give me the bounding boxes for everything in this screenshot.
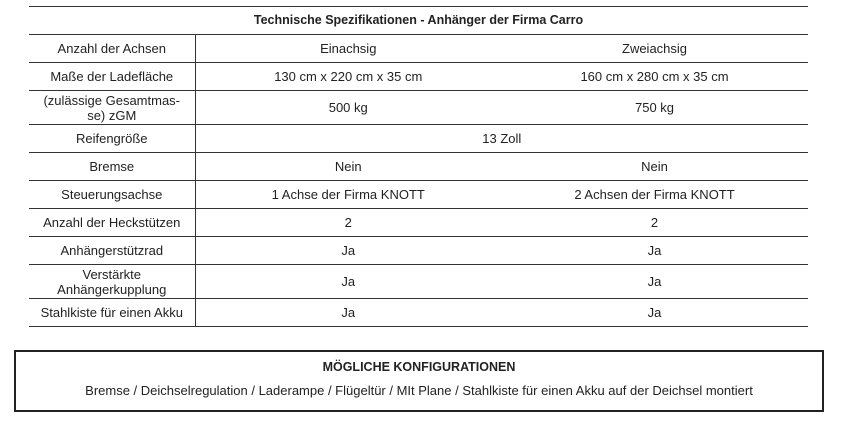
value-single-axle: 500 kg — [195, 91, 501, 125]
table-row — [29, 209, 808, 237]
table-row — [29, 35, 808, 63]
configurations-box — [14, 350, 824, 412]
value-double-axle: Ja — [501, 265, 808, 299]
row-label: Steuerungsachse — [29, 181, 195, 209]
table-row — [29, 265, 808, 299]
row-label: Verstärkte Anhängerkupplung — [29, 265, 195, 299]
value-single-axle: Einachsig — [195, 35, 501, 63]
value-single-axle: Nein — [195, 153, 501, 181]
table-row — [29, 91, 808, 125]
row-label: Anhängerstützrad — [29, 237, 195, 265]
table-row — [29, 237, 808, 265]
table-row — [29, 181, 808, 209]
table-row — [29, 299, 808, 327]
value-double-axle: Ja — [501, 237, 808, 265]
configurations-text: Bremse / Deichselregulation / Laderampe / Flügeltür / MIt Plane / Stahlkiste für einen Akku auf der Deichsel montiert — [85, 383, 753, 398]
value-double-axle: Zweiachsig — [501, 35, 808, 63]
value-double-axle: 160 cm x 280 cm x 35 cm — [501, 63, 808, 91]
value-single-axle: 1 Achse der Firma KNOTT — [195, 181, 501, 209]
table-row — [29, 153, 808, 181]
value-single-axle: Ja — [195, 265, 501, 299]
row-label: Anzahl der Heckstützen — [29, 209, 195, 237]
table-title: Technische Spezifikationen - Anhänger der Firma Carro — [29, 7, 808, 35]
table-row — [29, 63, 808, 91]
row-label: (zulässige Gesamtmas-se) zGM — [29, 91, 195, 125]
value-double-axle: Nein — [501, 153, 808, 181]
table-row — [29, 125, 808, 153]
row-label: Stahlkiste für einen Akku — [29, 299, 195, 327]
value-double-axle: 750 kg — [501, 91, 808, 125]
row-label: Anzahl der Achsen — [29, 35, 195, 63]
spec-table — [29, 6, 808, 327]
configurations-title: MÖGLICHE KONFIGURATIONEN — [322, 360, 516, 374]
value-merged: 13 Zoll — [195, 125, 808, 153]
row-label: Maße der Ladefläche — [29, 63, 195, 91]
value-single-axle: Ja — [195, 237, 501, 265]
value-double-axle: Ja — [501, 299, 808, 327]
value-double-axle: 2 — [501, 209, 808, 237]
value-single-axle: 130 cm x 220 cm x 35 cm — [195, 63, 501, 91]
value-single-axle: 2 — [195, 209, 501, 237]
value-double-axle: 2 Achsen der Firma KNOTT — [501, 181, 808, 209]
row-label: Reifengröße — [29, 125, 195, 153]
row-label: Bremse — [29, 153, 195, 181]
value-single-axle: Ja — [195, 299, 501, 327]
